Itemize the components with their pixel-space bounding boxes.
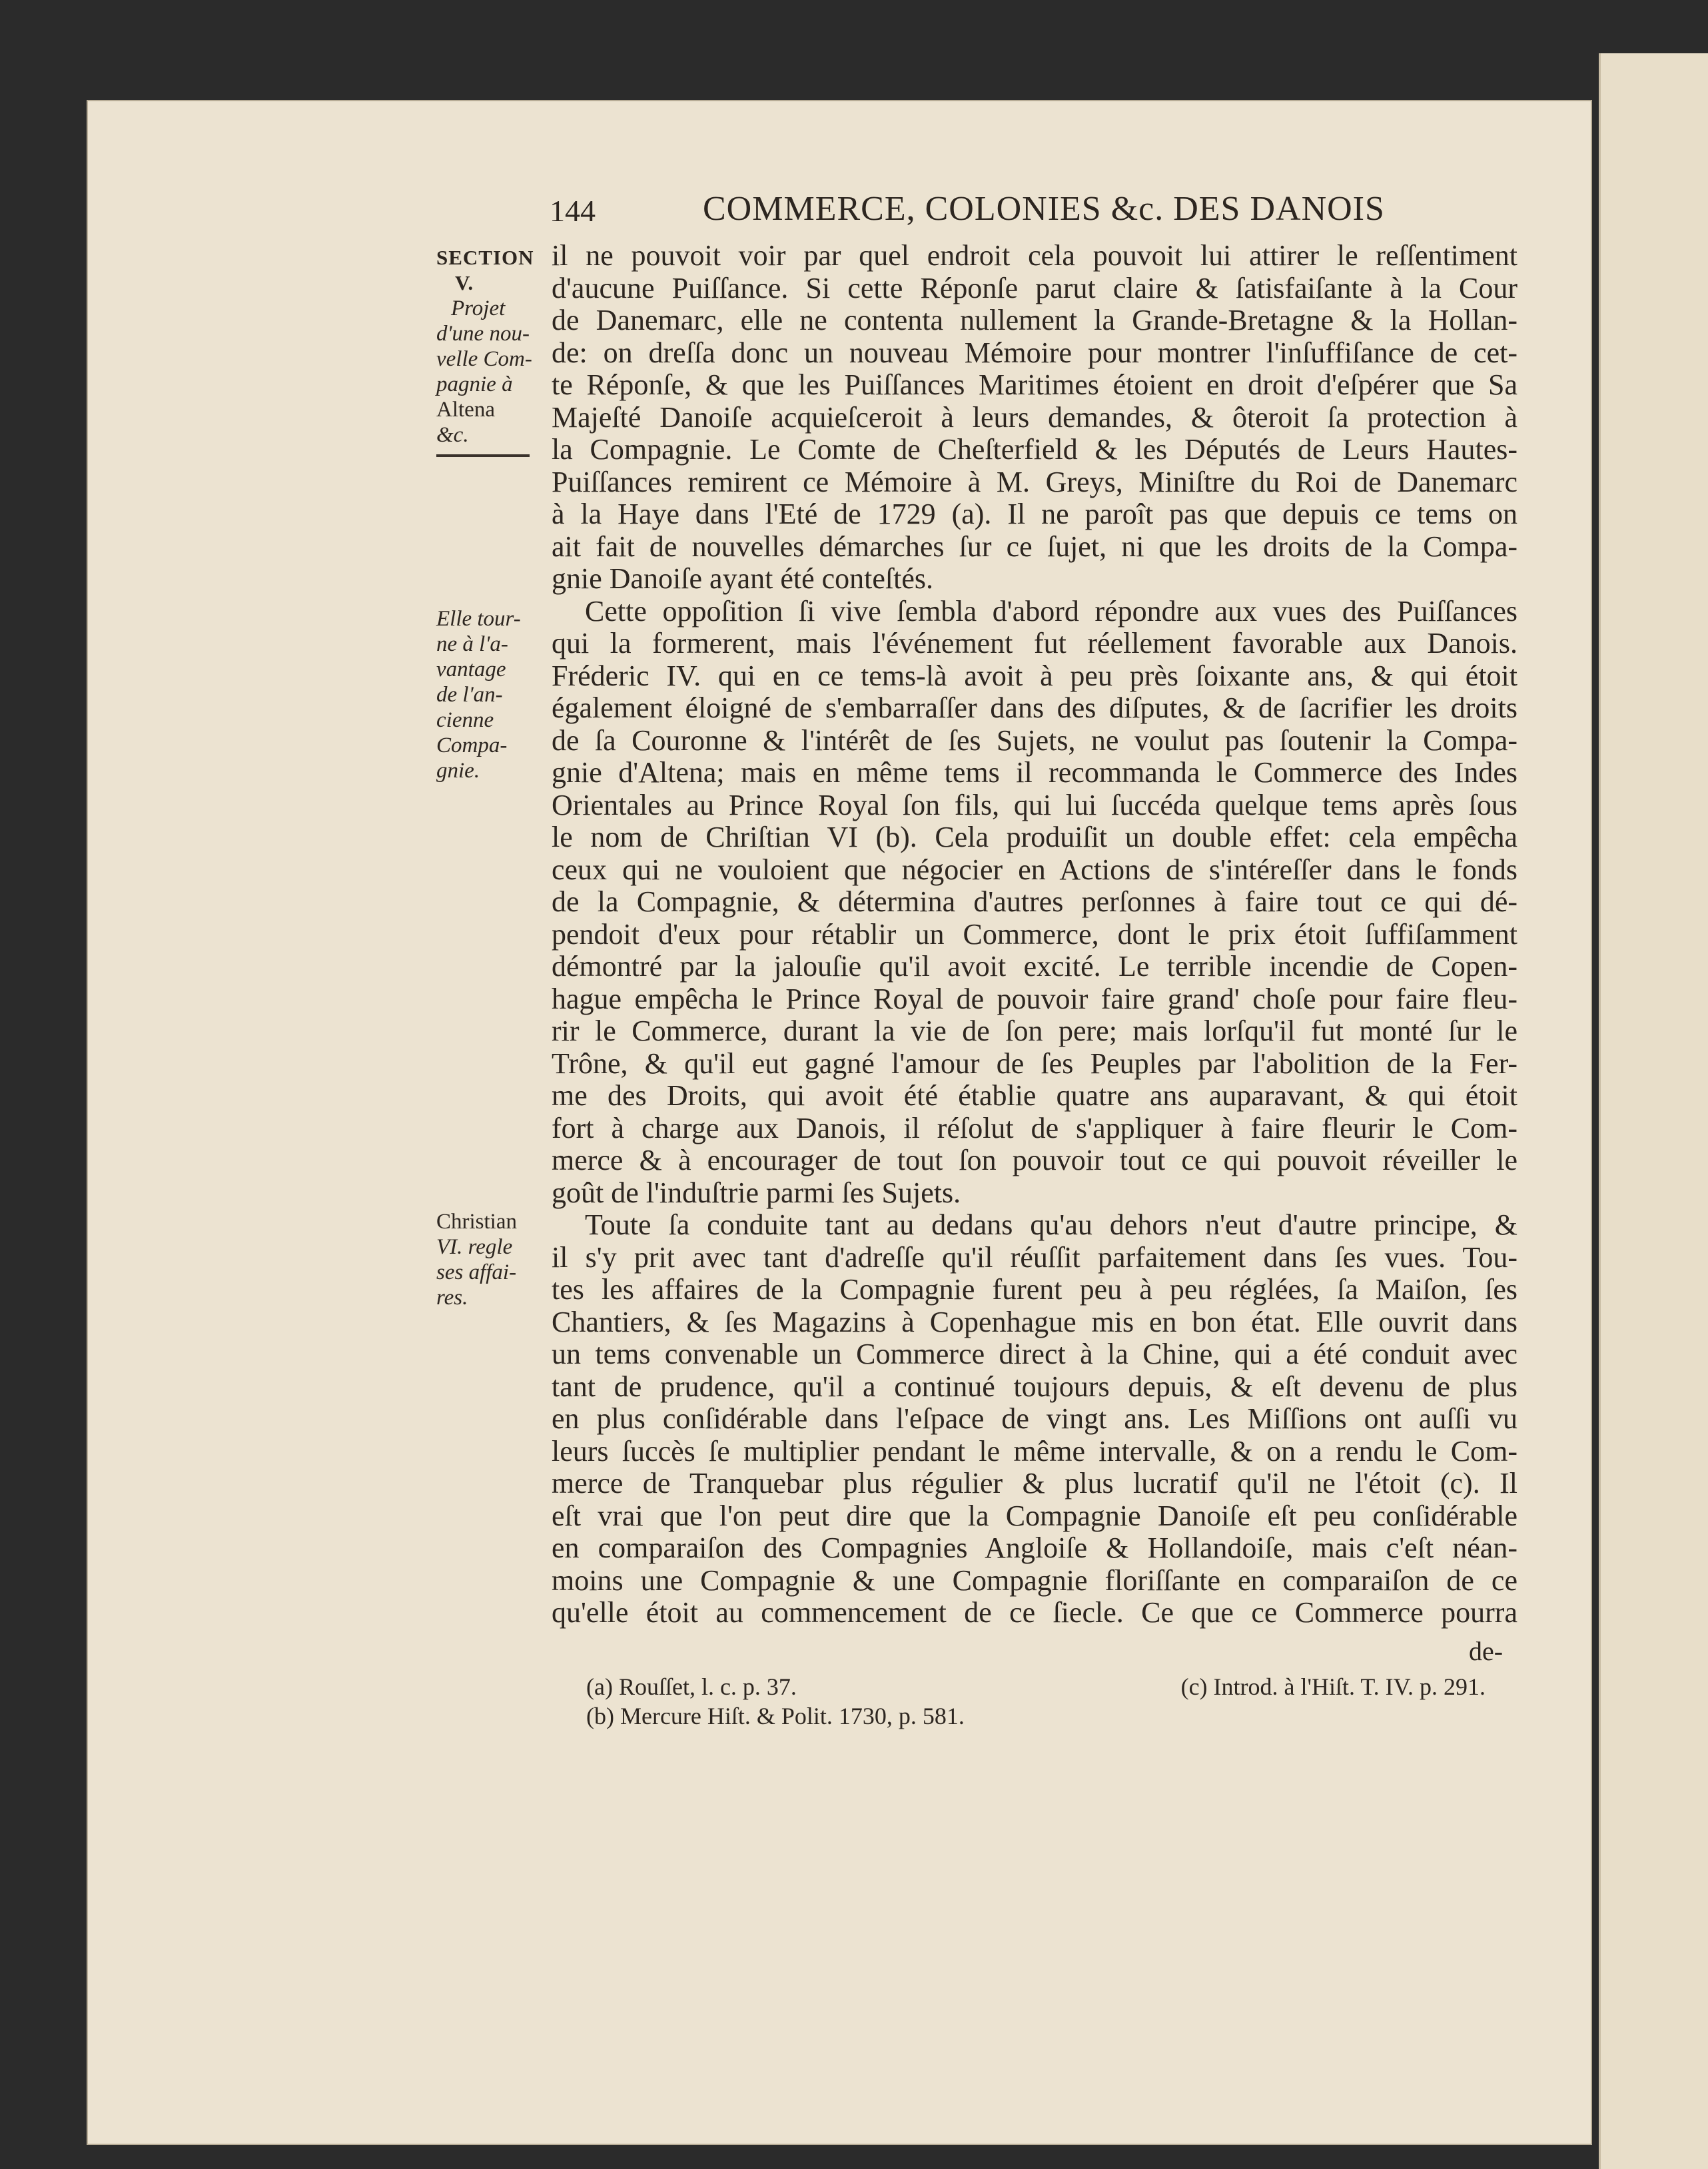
sidenote-line: cienne: [436, 708, 494, 732]
sidenote-rule: [436, 454, 530, 457]
text-line: de: on dreſſa donc un nouveau Mémoire pour montrer l'inſuffiſance de cet-: [552, 336, 1517, 369]
text-line: de Danemarc, elle ne contenta nullement la Grande-Bretagne & la Hollan-: [552, 304, 1517, 336]
sidenote-line: Compa-: [436, 733, 508, 757]
footnote-b: (b) Mercure Hiſt. & Polit. 1730, p. 581.: [586, 1703, 965, 1729]
adjacent-page-edge: [1599, 53, 1708, 2169]
text-line: d'aucune Puiſſance. Si cette Réponſe parut claire & ſatisfaiſante à la Cour: [552, 271, 1517, 304]
sidenote-line: Elle tour-: [436, 607, 521, 631]
sidenote-line: d'une nou-: [436, 322, 530, 346]
text-line: Trône, & qu'il eut gagné l'amour de ſes Peuples par l'abolition de la Fer-: [552, 1047, 1517, 1080]
sidenote-line: gnie.: [436, 759, 480, 783]
text-line: de ſa Couronne & l'intérêt de ſes Sujets, ne voulut pas ſoutenir la Compa-: [552, 723, 1517, 757]
text-line: il ne pouvoit voir par quel endroit cela pouvoit lui attirer le reſſentiment: [552, 239, 1517, 272]
footnote-c: (c) Introd. à l'Hiſt. T. IV. p. 291.: [1180, 1673, 1486, 1700]
text-line: de la Compagnie, & détermina d'autres perſonnes à faire tout ce qui dé-: [552, 885, 1517, 918]
page-number: 144: [550, 194, 596, 228]
text-line: un tems convenable un Commerce direct à la Chine, qui a été conduit avec: [552, 1338, 1517, 1370]
text-line: également éloigné de s'embarraſſer dans des diſputes, & de ſacrifier les droits: [552, 691, 1517, 724]
text-line: pendoit d'eux pour rétablir un Commerce, dont le prix étoit ſuffiſamment: [552, 917, 1517, 951]
text-line: Cette oppoſition ſi vive ſembla d'abord répondre aux vues des Puiſſances: [585, 594, 1517, 628]
text-line: tes les affaires de la Compagnie furent peu à peu réglées, ſa Maiſon, ſes: [552, 1273, 1517, 1306]
text-line: Orientales au Prince Royal ſon fils, qui lui ſuccéda quelque tems après ſous: [552, 788, 1517, 821]
text-line: en comparaiſon des Compagnies Angloiſe & Hollandoiſe, mais c'eſt néan-: [552, 1531, 1517, 1564]
text-line: goût de l'induſtrie parmi ſes Sujets.: [552, 1176, 961, 1209]
text-line: le nom de Chriſtian VI (b). Cela produiſit un double effet: cela empêcha: [552, 821, 1517, 853]
footnotes: [586, 1672, 1486, 1731]
text-line: rir le Commerce, durant la vie de ſon pere; mais lorſqu'il fut monté ſur le: [552, 1015, 1517, 1047]
footnote-row: [586, 1672, 1486, 1701]
text-line: Toute ſa conduite tant au dedans qu'au dehors n'eut d'autre principe, &: [585, 1208, 1517, 1241]
sidenote-christian-vi: [436, 1209, 546, 1310]
sidenote-line: VI. regle: [436, 1235, 513, 1259]
catchword: de-: [1469, 1636, 1503, 1666]
text-line: ait fait de nouvelles démarches ſur ce ſujet, ni que les droits de la Compa-: [552, 530, 1517, 563]
text-line: démontré par la jalouſie qu'il avoit excité. Le terrible incendie de Copen-: [552, 950, 1517, 983]
sidenote-line: velle Com-: [436, 347, 532, 371]
text-line: Chantiers, & ſes Magazins à Copenhague mis en bon état. Elle ouvrit dans: [552, 1305, 1517, 1338]
sidenote-line: de l'an-: [436, 683, 503, 707]
text-line: leurs ſuccès ſe multiplier pendant le même intervalle, & on a rendu le Com-: [552, 1434, 1517, 1468]
sidenote-line: Projet: [451, 296, 506, 320]
sidenote-line: ne à l'a-: [436, 632, 508, 656]
text-line: merce & à encourager de tout ſon pouvoir tout ce qui pouvoit réveiller le: [552, 1144, 1517, 1176]
sidenote-line: Altena: [436, 398, 495, 422]
text-line: moins une Compagnie & une Compagnie floriſſante en comparaiſon de ce: [552, 1563, 1517, 1597]
text-line: gnie Danoiſe ayant été conteſtés.: [552, 562, 933, 595]
text-line: en plus conſidérable dans l'eſpace de vingt ans. Les Miſſions ont auſſi vu: [552, 1402, 1517, 1435]
text-line: merce de Tranquebar plus régulier & plus lucratif qu'il ne l'étoit (c). Il: [552, 1467, 1517, 1500]
text-line: eſt vrai que l'on peut dire que la Compagnie Danoiſe eſt peu conſidérable: [552, 1499, 1517, 1532]
text-line: Majeſté Danoiſe acquieſceroit à leurs demandes, & ôteroit ſa protection à: [552, 400, 1517, 434]
page-header: [550, 187, 1385, 240]
text-line: qui la formerent, mais l'événement fut réellement favorable aux Danois.: [552, 627, 1517, 659]
text-line: gnie d'Altena; mais en même tems il recommanda le Commerce des Indes: [552, 756, 1517, 789]
sidenote-line: SECTION: [436, 246, 534, 269]
sidenote-line: pagnie à: [436, 372, 513, 396]
text-line: Fréderic IV. qui en ce tems-là avoit à peu près ſoixante ans, & qui étoit: [552, 659, 1517, 692]
footnote-a: (a) Rouſſet, l. c. p. 37.: [586, 1673, 797, 1700]
text-line: hague empêcha le Prince Royal de pouvoir faire grand' choſe pour faire fleu-: [552, 982, 1517, 1015]
sidenote-line: Christian: [436, 1210, 517, 1234]
text-line: à la Haye dans l'Eté de 1729 (a). Il ne paroît pas que depuis ce tems on: [552, 498, 1517, 530]
text-line: me des Droits, qui avoit été établie quatre ans auparavant, & qui étoit: [552, 1079, 1517, 1112]
running-title: COMMERCE, COLONIES &c. DES DANOIS: [703, 190, 1385, 228]
sidenote-line: res.: [436, 1286, 468, 1310]
text-line: tant de prudence, qu'il a continué toujours depuis, & eſt devenu de plus: [552, 1370, 1517, 1403]
text-line: il s'y prit avec tant d'adreſſe qu'il réuſſit parfaitement dans ſes vues. Tou-: [552, 1240, 1517, 1274]
sidenote-line: V.: [455, 271, 474, 294]
sidenote-section-v: [436, 245, 546, 457]
text-line: la Compagnie. Le Comte de Cheſterfield & les Députés de Leurs Hautes-: [552, 433, 1517, 466]
sidenote-line: ses affai-: [436, 1260, 517, 1284]
text-line: Puiſſances remirent ce Mémoire à M. Greys, Miniſtre du Roi de Danemarc: [552, 465, 1517, 498]
text-line: fort à charge aux Danois, il réſolut de s'appliquer à faire fleurir le Com-: [552, 1111, 1517, 1144]
sidenote-line: &c.: [436, 423, 469, 447]
body-text: [552, 240, 1517, 1629]
text-line: te Réponſe, & que les Puiſſances Maritimes étoient en droit d'eſpérer que Sa: [552, 368, 1517, 401]
sidenote-line: vantage: [436, 657, 506, 681]
sidenote-elle-tourne: [436, 606, 546, 783]
text-line: qu'elle étoit au commencement de ce ſiecle. Ce que ce Commerce pourra: [552, 1596, 1517, 1629]
footnote-row: [586, 1701, 1486, 1731]
text-line: ceux qui ne vouloient que négocier en Actions de s'intéreſſer dans le fonds: [552, 853, 1517, 886]
